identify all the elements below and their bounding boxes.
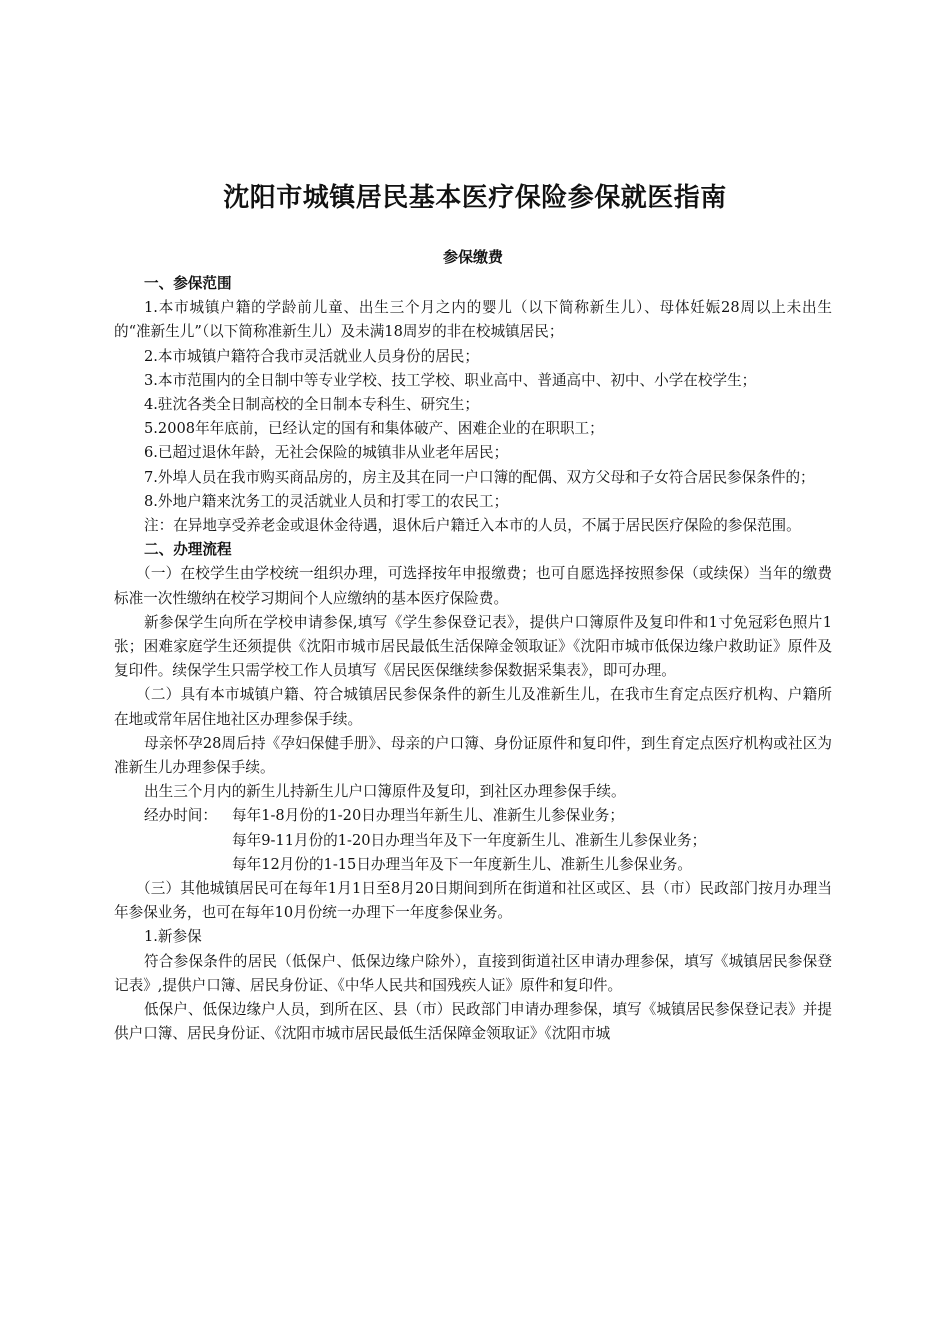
office-hours-text: 每年12月份的1-15日办理当年及下一年度新生儿、准新生儿参保业务。 xyxy=(232,855,692,873)
scope-item: 1.本市城镇户籍的学龄前儿童、出生三个月之内的婴儿（以下简称新生儿）、母体妊娠28周以上未出生的“准新生儿”（以下简称准新生儿）及未满18周岁的非在校城镇居民； xyxy=(114,299,832,341)
scope-item: 6.已超过退休年龄，无社会保险的城镇非从业老年居民； xyxy=(144,444,509,462)
document-body xyxy=(114,244,832,1047)
section-title: 参保缴费 xyxy=(442,248,503,266)
scope-item: 8.外地户籍来沈务工的灵活就业人员和打零工的农民工； xyxy=(144,492,509,510)
scope-item: 2.本市城镇户籍符合我市灵活就业人员身份的居民； xyxy=(144,347,479,365)
scope-heading: 一、参保范围 xyxy=(144,275,232,292)
process-paragraph: 出生三个月内的新生儿持新生儿户口簿原件及复印，到社区办理参保手续。 xyxy=(144,783,626,801)
process-paragraph: 低保户、低保边缘户人员，到所在区、县（市）民政部门申请办理参保，填写《城镇居民参保登记表》并提供户口簿、居民身份证、《沈阳市城市居民最低生活保障金领取证》《沈阳市城 xyxy=(114,1001,832,1043)
scope-note: 注：在异地享受养老金或退休金待遇，退休后户籍迁入本市的人员，不属于居民医疗保险的参保范围。 xyxy=(144,517,801,535)
office-hours-row xyxy=(114,853,832,877)
office-hours-text: 每年1-8月份的1-20日办理当年新生儿、准新生儿参保业务； xyxy=(232,807,624,825)
process-paragraph: （二）具有本市城镇户籍、符合城镇居民参保条件的新生儿及准新生儿，在我市生育定点医疗机构、户籍所在地或常年居住地社区办理参保手续。 xyxy=(114,686,832,728)
office-hours-row xyxy=(114,829,832,853)
process-paragraph: 符合参保条件的居民（低保户、低保边缘户除外），直接到街道社区申请办理参保，填写《城镇居民参保登记表》,提供户口簿、居民身份证、《中华人民共和国残疾人证》原件和复印件。 xyxy=(114,952,832,994)
scope-item: 4.驻沈各类全日制高校的全日制本专科生、研究生； xyxy=(144,396,479,414)
office-hours-text: 每年9-11月份的1-20日办理当年及下一年度新生儿、准新生儿参保业务； xyxy=(232,831,707,849)
process-paragraph: 母亲怀孕28周后持《孕妇保健手册》、母亲的户口簿、身份证原件和复印件，到生育定点医疗机构或社区为准新生儿办理参保手续。 xyxy=(114,734,832,777)
process-heading: 二、办理流程 xyxy=(144,541,232,559)
process-paragraph: 新参保学生向所在学校申请参保,填写《学生参保登记表》，提供户口簿原件及复印件和1寸免冠彩色照片1张；困难家庭学生还须提供《沈阳市城市居民最低生活保障金领取证》《沈阳市城市低保边缘户救助证》原件及复印件。续保学生只需学校工作人员填写《居民医保继续参保数据采集表》，即可办理。 xyxy=(114,613,832,680)
document-title: 沈阳市城镇居民基本医疗保险参保就医指南 xyxy=(223,183,727,213)
process-paragraph: （一）在校学生由学校统一组织办理，可选择按年申报缴费；也可自愿选择按照参保（或续保）当年的缴费标准一次性缴纳在校学习期间个人应缴纳的基本医疗保险费。 xyxy=(114,565,832,607)
process-paragraph: （三）其他城镇居民可在每年1月1日至8月20日期间到所在街道和社区或区、县（市）民政部门按月办理当年参保业务，也可在每年10月份统一办理下一年度参保业务。 xyxy=(114,880,832,922)
office-hours-label: 经办时间： xyxy=(144,807,217,825)
scope-item: 5.2008年年底前，已经认定的国有和集体破产、困难企业的在职职工； xyxy=(144,420,604,438)
office-hours-row xyxy=(114,804,832,828)
new-enroll-heading: 1.新参保 xyxy=(144,928,202,946)
scope-item: 3.本市范围内的全日制中等专业学校、技工学校、职业高中、普通高中、初中、小学在校学生； xyxy=(144,371,757,389)
scope-item: 7.外埠人员在我市购买商品房的，房主及其在同一户口簿的配偶、双方父母和子女符合居民参保条件的； xyxy=(144,468,815,486)
